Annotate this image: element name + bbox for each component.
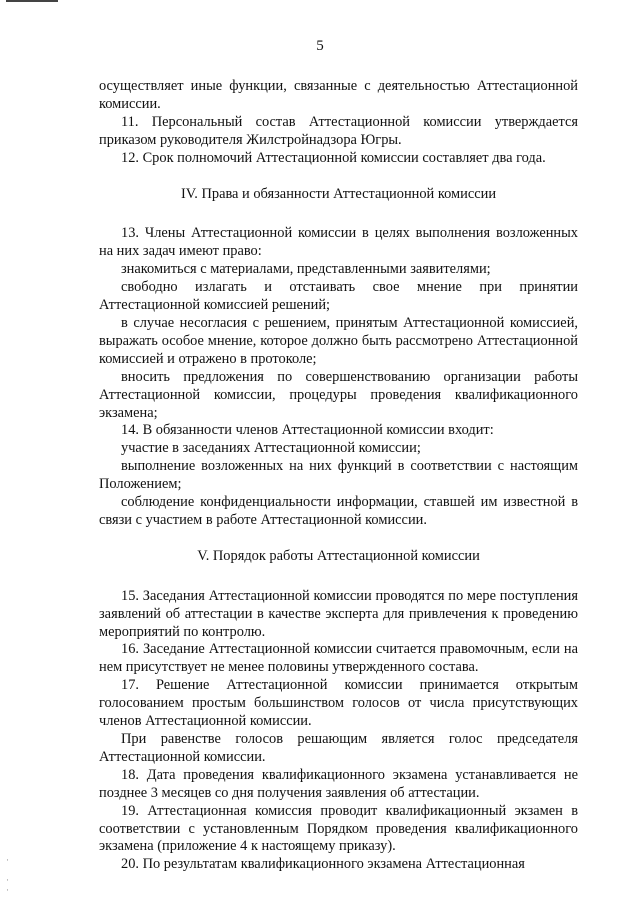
section-heading-iv: IV. Права и обязанности Аттестационной комиссии <box>180 185 497 202</box>
paragraph-14-item-2: выполнение возложенных на них функций в соответствии с настоящим Положением; <box>99 458 578 493</box>
paragraph-14-item-3: соблюдение конфиденциальности информации, ставшей им известной в связи с участием в работе Аттестационной комиссии. <box>99 494 578 528</box>
paragraph-17-note: При равенстве голосов решающим является голос председателя Аттестационной комиссии. <box>99 731 578 765</box>
paragraph-13: 13. Члены Аттестационной комиссии в целях выполнения возложенных на них задач имеют право: <box>99 225 578 260</box>
page-number: 5 <box>316 38 324 54</box>
paragraph-19: 19. Аттестационная комиссия проводит квалификационный экзамен в соответствии с установленным Порядком проведения квалификационного экзамена (приложение 4 к настоящему приказу). <box>99 802 578 855</box>
paragraph-16: 16. Заседание Аттестационной комиссии считается правомочным, если на нем присутствует не менее половины утвержденного состава. <box>99 641 578 676</box>
paragraph-20: 20. По результатам квалификационного экзамена Аттестационная <box>121 856 525 873</box>
paragraph-11: 11. Персональный состав Аттестационной комиссии утверждается приказом руководителя Жилстройнадзора Югры. <box>99 113 578 148</box>
paragraph-13-item-4: вносить предложения по совершенствованию организации работы Аттестационной комиссии, процедуры проведения квалификационного экзамена; <box>99 368 578 421</box>
paragraph-13-item-2: свободно излагать и отстаивать свое мнение при принятии Аттестационной комиссией решений; <box>99 279 578 314</box>
scan-edge-mark <box>6 0 58 2</box>
paragraph-14: 14. В обязанности членов Аттестационной комиссии входит: <box>121 422 494 439</box>
paragraph-17: 17. Решение Аттестационной комиссии принимается открытым голосованием простым большинством голосов от числа присутствующих членов Аттестационной комиссии. <box>99 677 578 730</box>
scan-margin-marks: · · · <box>6 855 9 895</box>
paragraph-14-item-1: участие в заседаниях Аттестационной комиссии; <box>121 440 421 457</box>
paragraph-18: 18. Дата проведения квалификационного экзамена устанавливается не позднее 3 месяцев со дня получения заявления об аттестации. <box>99 766 578 801</box>
paragraph-13-item-3: в случае несогласия с решением, принятым Аттестационной комиссией, выражать особое мнение, которое должно быть рассмотрено Аттестационной комиссией и отражено в протоколе; <box>99 314 578 367</box>
paragraph-15: 15. Заседания Аттестационной комиссии проводятся по мере поступления заявлений об аттестации в качестве эксперта для привлечения к проведению мероприятий по контролю. <box>99 587 578 640</box>
section-heading-v: V. Порядок работы Аттестационной комиссии <box>197 547 480 564</box>
document-body <box>99 78 578 874</box>
paragraph-continuation: осуществляет иные функции, связанные с деятельностью Аттестационной комиссии. <box>99 78 578 112</box>
paragraph-13-item-1: знакомиться с материалами, представленными заявителями; <box>121 261 491 278</box>
paragraph-12: 12. Срок полномочий Аттестационной комиссии составляет два года. <box>121 149 546 166</box>
